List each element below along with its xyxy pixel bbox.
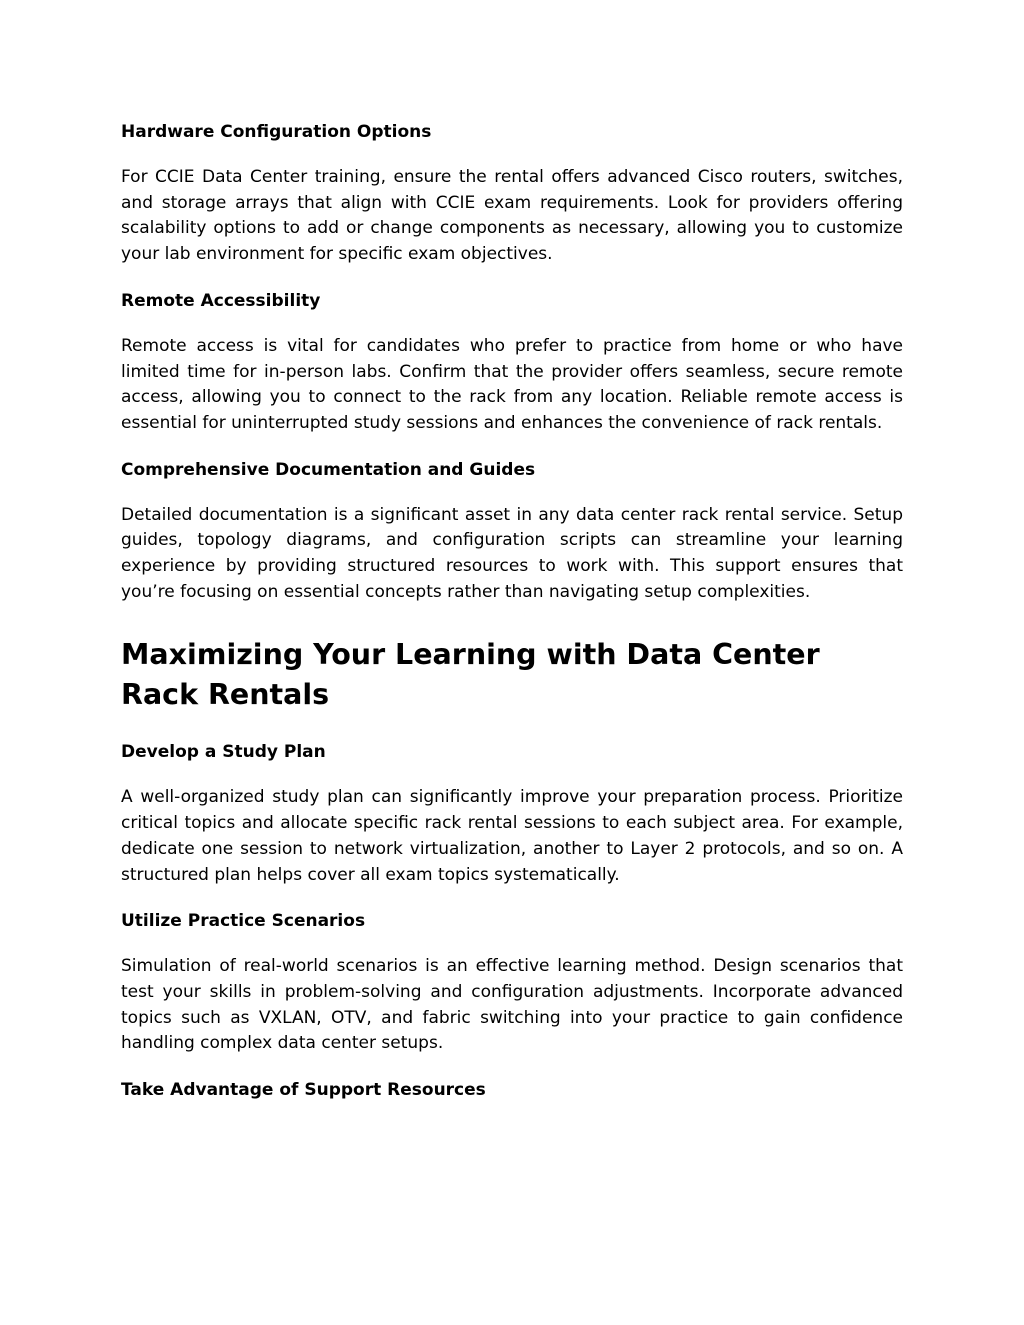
section-body-documentation: Detailed documentation is a significant asset in any data center rack rental service. Setup guides, topology diagrams, and configuration scripts can streamline your learning experience by providing structured resources to work with. This support ensures that you’re focusing on essential concepts rather than navigating setup complexities.: [121, 504, 903, 602]
subsection-body-practice-scenarios: Simulation of real-world scenarios is an effective learning method. Design scenarios that test your skills in problem-solving and configuration adjustments. Incorporate advanced topics such as VXLAN, OTV, and fabric switching into your practice to gain confidence handling complex data center setups.: [121, 956, 903, 1054]
subsection-heading-practice-scenarios: Utilize Practice Scenarios: [121, 911, 366, 932]
subsection-body-study-plan: A well-organized study plan can significantly improve your preparation process. Prioritize critical topics and allocate specific rack rental sessions to each subject area. For example, dedicate one session to network virtualization, another to Layer 2 protocols, and so on. A structured plan helps cover all exam topics systematically.: [121, 787, 903, 885]
subsection-heading-support-resources: Take Advantage of Support Resources: [121, 1080, 486, 1101]
main-heading: Maximizing Your Learning with Data Center Rack Rentals: [121, 638, 820, 712]
subsection-heading-study-plan: Develop a Study Plan: [121, 742, 326, 763]
section-heading-hardware: Hardware Configuration Options: [121, 122, 432, 142]
section-heading-remote-access: Remote Accessibility: [121, 290, 321, 311]
document-page: [121, 119, 903, 1103]
section-body-hardware: For CCIE Data Center training, ensure the rental offers advanced Cisco routers, switches, and storage arrays that align with CCIE exam requirements. Look for providers offering scalability options to add or change components as necessary, allowing you to customize your lab environment for specific exam objectives.: [121, 167, 903, 265]
section-heading-documentation: Comprehensive Documentation and Guides: [121, 459, 536, 480]
section-body-remote-access: Remote access is vital for candidates who prefer to practice from home or who have limited time for in-person labs. Confirm that the provider offers seamless, secure remote access, allowing you to connect to the rack from any location. Reliable remote access is essential for uninterrupted study sessions and enhances the convenience of rack rentals.: [121, 335, 903, 433]
